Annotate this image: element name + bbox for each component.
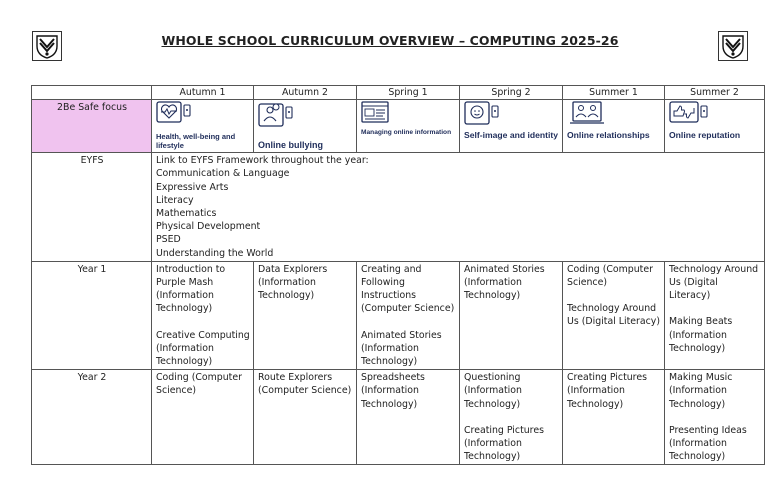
unit-text: Route Explorers (Computer Science) bbox=[258, 372, 352, 397]
eyfs-area: Understanding the World bbox=[156, 247, 274, 259]
table-cell bbox=[665, 370, 765, 465]
unit-text: Making Beats (Information Technology) bbox=[669, 316, 733, 354]
curriculum-table bbox=[31, 85, 765, 465]
unit-text: Questioning (Information Technology) bbox=[464, 372, 522, 410]
unit-text: Introduction to Purple Mash (Information Technology) bbox=[156, 263, 226, 315]
document-title: WHOLE SCHOOL CURRICULUM OVERVIEW – COMPUTING 2025-26 bbox=[161, 33, 619, 48]
table-cell bbox=[152, 261, 254, 369]
unit-text: Coding (Computer Science) bbox=[156, 372, 242, 397]
unit-text: Technology Around Us (Digital Literacy) bbox=[567, 303, 660, 328]
unit-text: Creating and Following Instructions (Computer Science) bbox=[361, 263, 455, 315]
unit-text: Data Explorers (Information Technology) bbox=[258, 263, 328, 302]
table-cell bbox=[460, 370, 563, 465]
header-summer-2: Summer 2 bbox=[665, 86, 765, 100]
header-corner bbox=[32, 86, 152, 100]
year-1-row bbox=[32, 261, 765, 369]
unit-text: Technology Around Us (Digital Literacy) bbox=[669, 263, 759, 302]
focus-cell bbox=[357, 100, 460, 153]
focus-row-label: 2Be Safe focus bbox=[32, 100, 152, 153]
face-icon bbox=[464, 101, 500, 127]
focus-label: Online reputation bbox=[669, 130, 741, 141]
unit-text: Creating Pictures (Information Technology) bbox=[464, 424, 544, 463]
row-label-year-1: Year 1 bbox=[32, 261, 152, 369]
header-summer-1: Summer 1 bbox=[563, 86, 665, 100]
focus-cell bbox=[152, 100, 254, 153]
focus-cell bbox=[460, 100, 563, 153]
unit-text: Making Music (Information Technology) bbox=[669, 372, 733, 410]
eyfs-content bbox=[152, 153, 765, 262]
focus-row bbox=[32, 100, 765, 153]
unit-text: Coding (Computer Science) bbox=[567, 263, 653, 289]
focus-cell bbox=[563, 100, 665, 153]
heart-monitor-icon bbox=[156, 101, 192, 125]
unit-text: Spreadsheets (Information Technology) bbox=[361, 372, 425, 410]
eyfs-intro: Link to EYFS Framework throughout the year: bbox=[156, 155, 369, 167]
eyfs-row bbox=[32, 153, 765, 262]
row-label-eyfs: EYFS bbox=[32, 153, 152, 262]
table-cell bbox=[152, 370, 254, 465]
eyfs-area: PSED bbox=[156, 234, 181, 246]
focus-label: Online relationships bbox=[567, 130, 650, 141]
unit-text: Presenting Ideas (Information Technology) bbox=[669, 424, 747, 463]
focus-label: Health, well-being and lifestyle bbox=[156, 132, 236, 151]
header-autumn-2: Autumn 2 bbox=[254, 86, 357, 100]
unit-text: Animated Stories (Information Technology) bbox=[464, 263, 545, 302]
eyfs-area: Mathematics bbox=[156, 208, 217, 220]
focus-cell bbox=[254, 100, 357, 153]
unit-text: Animated Stories (Information Technology) bbox=[361, 329, 442, 368]
table-cell bbox=[665, 261, 765, 369]
header-spring-2: Spring 2 bbox=[460, 86, 563, 100]
row-label-year-2: Year 2 bbox=[32, 370, 152, 465]
people-screen-icon bbox=[567, 101, 607, 125]
year-2-row bbox=[32, 370, 765, 465]
header-spring-1: Spring 1 bbox=[357, 86, 460, 100]
table-cell bbox=[563, 370, 665, 465]
focus-cell bbox=[665, 100, 765, 153]
eyfs-area: Expressive Arts bbox=[156, 181, 229, 193]
unit-text: Creating Pictures (Information Technology) bbox=[567, 372, 647, 410]
table-cell bbox=[254, 261, 357, 369]
header-autumn-1: Autumn 1 bbox=[152, 86, 254, 100]
browser-window-icon bbox=[361, 101, 391, 125]
focus-label: Self-image and identity bbox=[464, 130, 559, 141]
eyfs-area: Communication & Language bbox=[156, 168, 290, 180]
eyfs-area: Literacy bbox=[156, 194, 194, 206]
thumbs-icon bbox=[669, 101, 709, 125]
bullying-icon bbox=[258, 101, 294, 129]
table-cell bbox=[460, 261, 563, 369]
table-cell bbox=[254, 370, 357, 465]
table-cell bbox=[357, 370, 460, 465]
unit-text: Creative Computing (Information Technology) bbox=[156, 329, 250, 368]
focus-label: Online bullying bbox=[258, 140, 323, 151]
table-cell bbox=[357, 261, 460, 369]
focus-label: Managing online information bbox=[361, 129, 452, 137]
eyfs-area: Physical Development bbox=[156, 221, 261, 233]
header-row bbox=[32, 86, 765, 100]
table-cell bbox=[563, 261, 665, 369]
